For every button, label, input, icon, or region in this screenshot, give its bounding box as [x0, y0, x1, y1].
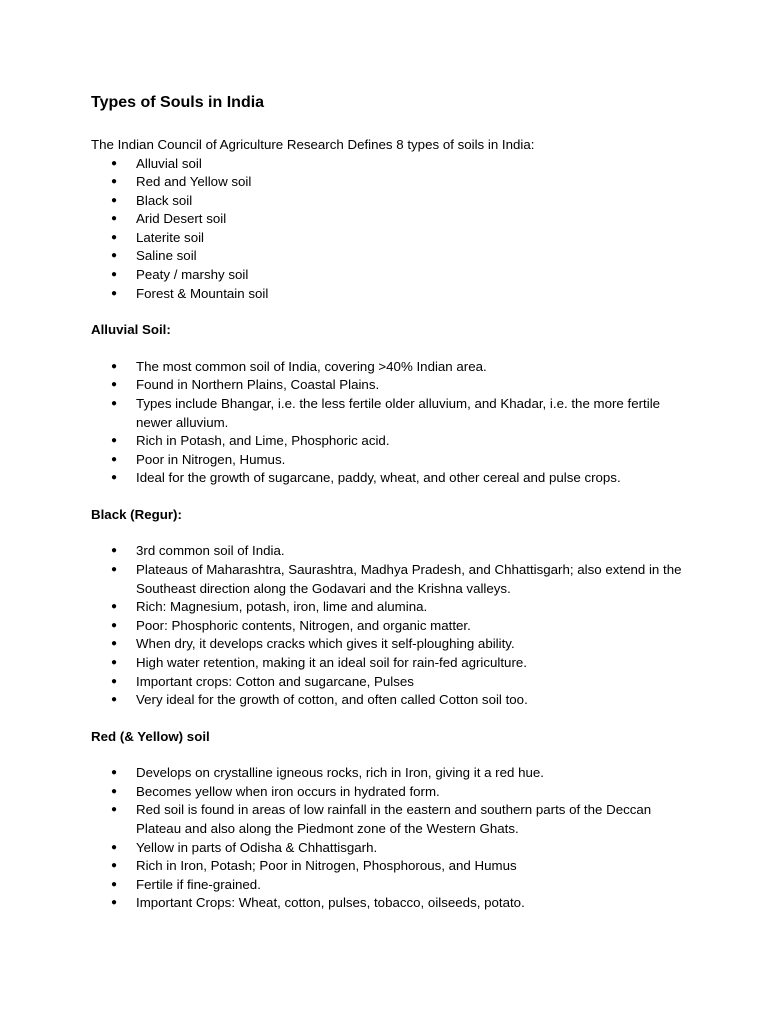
- list-item: ● Arid Desert soil: [91, 210, 691, 229]
- list-item: ● Types include Bhangar, i.e. the less fertile older alluvium, and Khadar, i.e. the more fertile newer alluvium.: [91, 395, 691, 432]
- document-title: Types of Souls in India: [91, 94, 265, 111]
- list-item: ● Becomes yellow when iron occurs in hydrated form.: [91, 783, 691, 802]
- list-item: ● Laterite soil: [91, 229, 691, 248]
- list-item: ● Important crops: Cotton and sugarcane, Pulses: [91, 673, 691, 692]
- list-item: ● Plateaus of Maharashtra, Saurashtra, Madhya Pradesh, and Chhattisgarh; also extend in the Southeast direction along the Godavari and the Krishna valleys.: [91, 561, 691, 598]
- list-item: ● High water retention, making it an ideal soil for rain-fed agriculture.: [91, 654, 691, 673]
- list-item: ● Poor: Phosphoric contents, Nitrogen, and organic matter.: [91, 617, 691, 636]
- list-item: ● Important Crops: Wheat, cotton, pulses, tobacco, oilseeds, potato.: [91, 894, 691, 913]
- list-item: ● Very ideal for the growth of cotton, and often called Cotton soil too.: [91, 691, 691, 710]
- list-item: ● The most common soil of India, covering >40% Indian area.: [91, 358, 691, 377]
- list-item: ● Black soil: [91, 192, 691, 211]
- list-item: ● 3rd common soil of India.: [91, 542, 691, 561]
- document-page: [91, 92, 691, 913]
- list-item: ● Fertile if fine-grained.: [91, 876, 691, 895]
- list-item: ● Red soil is found in areas of low rainfall in the eastern and southern parts of the Deccan Plateau and also along the Piedmont zone of the Western Ghats.: [91, 801, 691, 838]
- list-item: ● Red and Yellow soil: [91, 173, 691, 192]
- list-item: ● Rich in Iron, Potash; Poor in Nitrogen, Phosphorous, and Humus: [91, 857, 691, 876]
- list-item: ● When dry, it develops cracks which gives it self-ploughing ability.: [91, 635, 691, 654]
- list-item: ● Poor in Nitrogen, Humus.: [91, 451, 691, 470]
- list-item: ● Develops on crystalline igneous rocks, rich in Iron, giving it a red hue.: [91, 764, 691, 783]
- list-item: ● Forest & Mountain soil: [91, 285, 691, 304]
- alluvial-list: [91, 358, 691, 488]
- soil-types-list: [91, 155, 691, 304]
- section-heading-red-yellow: Red (& Yellow) soil: [91, 728, 210, 744]
- list-item: ● Rich: Magnesium, potash, iron, lime and alumina.: [91, 598, 691, 617]
- section-heading-black: Black (Regur):: [91, 506, 182, 522]
- list-item: ● Found in Northern Plains, Coastal Plains.: [91, 376, 691, 395]
- list-item: ● Rich in Potash, and Lime, Phosphoric acid.: [91, 432, 691, 451]
- black-soil-list: [91, 542, 691, 709]
- intro-paragraph: The Indian Council of Agriculture Research Defines 8 types of soils in India:: [91, 137, 535, 152]
- list-item: ● Peaty / marshy soil: [91, 266, 691, 285]
- section-heading-alluvial: Alluvial Soil:: [91, 322, 171, 338]
- list-item: ● Ideal for the growth of sugarcane, paddy, wheat, and other cereal and pulse crops.: [91, 469, 691, 488]
- list-item: ● Alluvial soil: [91, 155, 691, 174]
- list-item: ● Saline soil: [91, 247, 691, 266]
- red-yellow-soil-list: [91, 764, 691, 913]
- list-item: ● Yellow in parts of Odisha & Chhattisgarh.: [91, 839, 691, 858]
